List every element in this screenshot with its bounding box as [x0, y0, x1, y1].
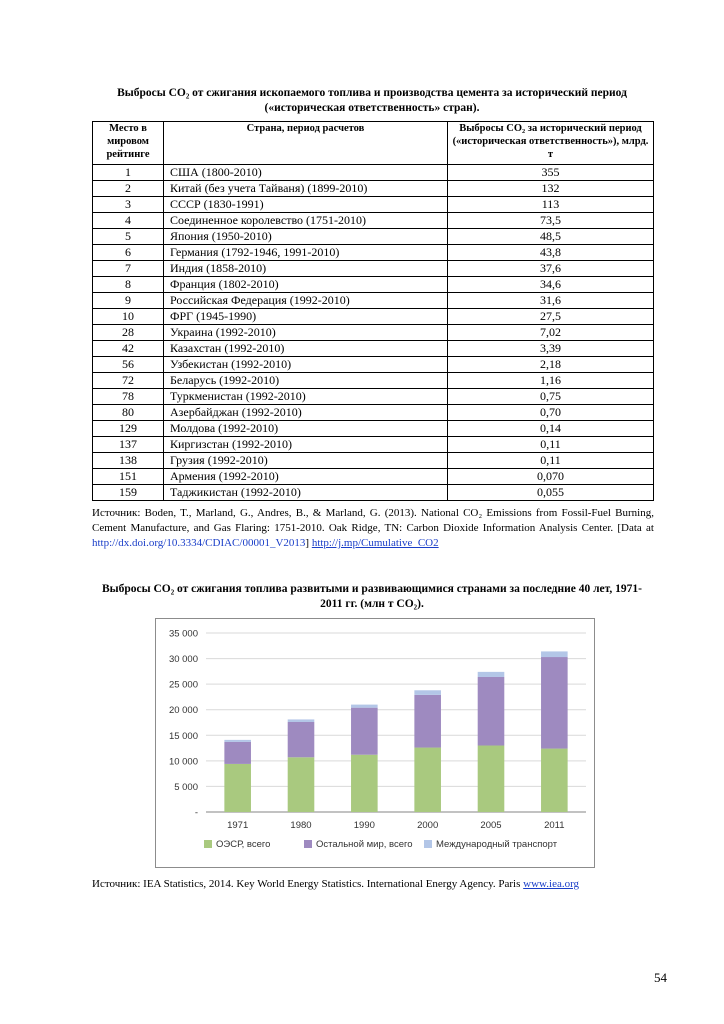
rank-cell: 80 [93, 405, 164, 421]
rank-cell: 56 [93, 357, 164, 373]
country-cell: Киргизстан (1992-2010) [164, 437, 448, 453]
value-cell: 0,14 [448, 421, 654, 437]
rank-cell: 151 [93, 469, 164, 485]
table-row [93, 357, 654, 373]
source-cumulative-link[interactable]: http://j.mp/Cumulative_CO2 [311, 537, 439, 549]
value-cell: 3,39 [448, 341, 654, 357]
country-cell: Китай (без учета Тайваня) (1899-2010) [164, 181, 448, 197]
bar-segment [541, 651, 568, 657]
legend-swatch [424, 840, 432, 848]
value-cell: 0,70 [448, 405, 654, 421]
chart-svg [156, 619, 594, 867]
rank-cell: 137 [93, 437, 164, 453]
emissions-rank-table [92, 121, 654, 501]
chart-title: Выбросы CO₂ от сжигания топлива развитыми и развивающимися странами за последние 40 лет, 1971-2011 гг. (млн т CO₂). [101, 583, 642, 610]
y-tick-label: 10 000 [168, 756, 198, 768]
value-cell: 0,11 [448, 453, 654, 469]
y-tick-label: 5 000 [174, 781, 198, 793]
bar-segment [478, 672, 505, 677]
value-cell: 0,070 [448, 469, 654, 485]
table-row [93, 389, 654, 405]
bar-segment [288, 722, 315, 757]
legend-label: Международный транспорт [436, 839, 558, 850]
legend-swatch [304, 840, 312, 848]
bar-segment [478, 746, 505, 812]
legend-label: ОЭСР, всего [216, 839, 271, 850]
table-source-separator: ] [305, 537, 312, 549]
value-cell: 2,18 [448, 357, 654, 373]
value-cell: 37,6 [448, 261, 654, 277]
source-doi-link[interactable]: http://dx.doi.org/10.3334/CDIAC/00001_V2013 [92, 537, 306, 549]
country-cell: Азербайджан (1992-2010) [164, 405, 448, 421]
bar-segment [351, 705, 378, 708]
bar-segment [351, 755, 378, 812]
value-cell: 34,6 [448, 277, 654, 293]
country-cell: Туркменистан (1992-2010) [164, 389, 448, 405]
table-row [93, 453, 654, 469]
page-number: 54 [654, 970, 667, 985]
y-tick-label: 20 000 [168, 705, 198, 717]
country-cell: Российская Федерация (1992-2010) [164, 293, 448, 309]
rank-cell: 6 [93, 245, 164, 261]
country-cell: СССР (1830-1991) [164, 197, 448, 213]
rank-cell: 5 [93, 229, 164, 245]
rank-cell: 9 [93, 293, 164, 309]
rank-cell: 10 [93, 309, 164, 325]
emissions-chart [155, 618, 595, 868]
rank-cell: 42 [93, 341, 164, 357]
bar-segment [288, 757, 315, 812]
table-row [93, 261, 654, 277]
table-row [93, 405, 654, 421]
value-cell: 113 [448, 197, 654, 213]
rank-cell: 7 [93, 261, 164, 277]
table-row [93, 373, 654, 389]
table-row [93, 245, 654, 261]
country-cell: США (1800-2010) [164, 165, 448, 181]
table-row [93, 341, 654, 357]
bar-segment [224, 740, 251, 742]
y-tick-label: - [194, 807, 198, 819]
country-cell: Франция (1802-2010) [164, 277, 448, 293]
table-row [93, 437, 654, 453]
rank-cell: 28 [93, 325, 164, 341]
value-cell: 1,16 [448, 373, 654, 389]
country-cell: Казахстан (1992-2010) [164, 341, 448, 357]
table-row [93, 213, 654, 229]
table-row [93, 197, 654, 213]
table-row [93, 293, 654, 309]
header-rank: Место в мировом рейтинге [93, 122, 164, 165]
table-header-row [93, 122, 654, 165]
bar-segment [414, 695, 441, 748]
rank-cell: 159 [93, 485, 164, 501]
country-cell: Молдова (1992-2010) [164, 421, 448, 437]
value-cell: 0,11 [448, 437, 654, 453]
legend-swatch [204, 840, 212, 848]
value-cell: 0,75 [448, 389, 654, 405]
source-iea-link[interactable]: www.iea.org [523, 878, 580, 890]
x-tick-label: 1990 [353, 820, 375, 831]
country-cell: Армения (1992-2010) [164, 469, 448, 485]
country-cell: ФРГ (1945-1990) [164, 309, 448, 325]
rank-cell: 129 [93, 421, 164, 437]
bar-segment [414, 748, 441, 812]
table-row [93, 165, 654, 181]
y-tick-label: 25 000 [168, 679, 198, 691]
bar-segment [541, 657, 568, 749]
country-cell: Япония (1950-2010) [164, 229, 448, 245]
rank-cell: 138 [93, 453, 164, 469]
table-row [93, 309, 654, 325]
country-cell: Беларусь (1992-2010) [164, 373, 448, 389]
x-tick-label: 1980 [290, 820, 312, 831]
x-tick-label: 1971 [227, 820, 249, 831]
rank-cell: 72 [93, 373, 164, 389]
table-title: Выбросы CO₂ от сжигания ископаемого топлива и производства цемента за исторический период («историческая ответственность» стран). [117, 87, 627, 114]
table-source-note [92, 506, 654, 551]
table-row [93, 421, 654, 437]
country-cell: Соединенное королевство (1751-2010) [164, 213, 448, 229]
country-cell: Таджикистан (1992-2010) [164, 485, 448, 501]
value-cell: 7,02 [448, 325, 654, 341]
country-cell: Грузия (1992-2010) [164, 453, 448, 469]
table-row [93, 277, 654, 293]
legend-label: Остальной мир, всего [316, 839, 413, 850]
rank-cell: 78 [93, 389, 164, 405]
table-row [93, 181, 654, 197]
rank-cell: 2 [93, 181, 164, 197]
value-cell: 48,5 [448, 229, 654, 245]
rank-cell: 8 [93, 277, 164, 293]
chart-source-note [92, 877, 654, 892]
table-row [93, 469, 654, 485]
y-tick-label: 35 000 [168, 628, 198, 640]
bar-segment [224, 764, 251, 812]
value-cell: 355 [448, 165, 654, 181]
table-row [93, 485, 654, 501]
table-row [93, 325, 654, 341]
bar-segment [541, 749, 568, 812]
table-row [93, 229, 654, 245]
y-tick-label: 30 000 [168, 654, 198, 666]
x-tick-label: 2000 [417, 820, 439, 831]
rank-cell: 4 [93, 213, 164, 229]
country-cell: Индия (1858-2010) [164, 261, 448, 277]
country-cell: Узбекистан (1992-2010) [164, 357, 448, 373]
value-cell: 73,5 [448, 213, 654, 229]
table-source-text: Источник: Boden, T., Marland, G., Andres, B., & Marland, G. (2013). National CO₂ Emissions from Fossil-Fuel Burning, Cement Manufacture, and Gas Flaring: 1751-2010. Oak Ridge, TN: Carbon Dioxide Information Analysis Center. [Data at [92, 507, 654, 534]
value-cell: 27,5 [448, 309, 654, 325]
y-tick-label: 15 000 [168, 730, 198, 742]
chart-source-text: Источник: IEA Statistics, 2014. Key World Energy Statistics. International Energy Agency. Paris [92, 878, 524, 890]
value-cell: 31,6 [448, 293, 654, 309]
bar-segment [351, 708, 378, 755]
rank-cell: 1 [93, 165, 164, 181]
header-country: Страна, период расчетов [164, 122, 448, 165]
header-emissions: Выбросы CO₂ за исторический период («историческая ответственность»), млрд. т [448, 122, 654, 165]
value-cell: 0,055 [448, 485, 654, 501]
bar-segment [224, 742, 251, 764]
bar-segment [414, 690, 441, 695]
value-cell: 43,8 [448, 245, 654, 261]
x-tick-label: 2005 [480, 820, 502, 831]
value-cell: 132 [448, 181, 654, 197]
bar-segment [478, 677, 505, 746]
country-cell: Украина (1992-2010) [164, 325, 448, 341]
bar-segment [288, 719, 315, 722]
rank-cell: 3 [93, 197, 164, 213]
x-tick-label: 2011 [544, 820, 565, 831]
country-cell: Германия (1792-1946, 1991-2010) [164, 245, 448, 261]
